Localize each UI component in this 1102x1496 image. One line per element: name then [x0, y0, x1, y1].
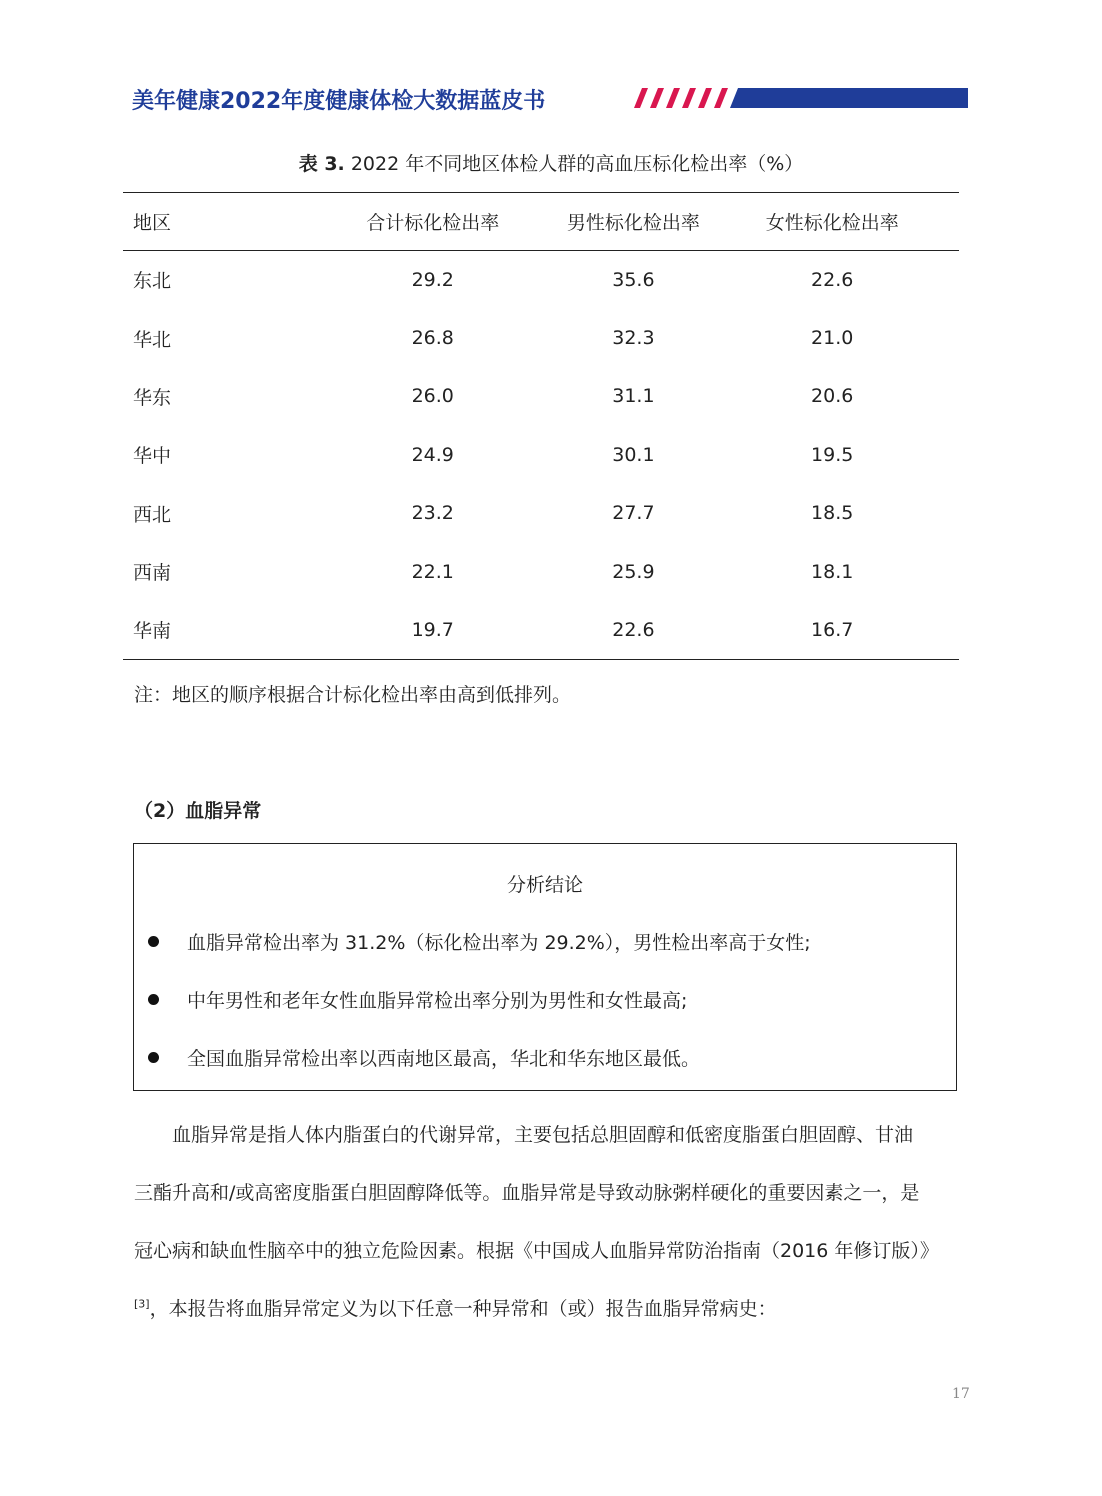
analysis-list-item: [148, 928, 811, 955]
total-rate-cell: 29.2: [411, 268, 454, 291]
male-rate-cell: 35.6: [612, 268, 655, 291]
table-row: [123, 251, 959, 309]
table-row: [123, 601, 959, 659]
total-rate-cell: 24.9: [411, 443, 454, 466]
male-rate-cell: 22.6: [612, 618, 655, 641]
table-note: 注：地区的顺序根据合计标化检出率由高到低排列。: [134, 684, 572, 706]
female-rate-cell: 22.6: [811, 268, 854, 291]
analysis-list-item: [148, 986, 687, 1013]
region-cell: 华中: [133, 445, 172, 468]
total-rate-cell: 26.0: [411, 385, 454, 408]
region-cell: 华南: [133, 620, 172, 643]
header-stripe-decoration: [628, 88, 968, 108]
region-cell: 西北: [133, 503, 172, 526]
region-cell: 华北: [133, 328, 172, 351]
female-rate-cell: 18.5: [811, 502, 854, 525]
analysis-conclusion-box: [133, 843, 957, 1091]
female-rate-cell: 18.1: [811, 560, 854, 583]
column-header-total-rate: 合计标化检出率: [366, 212, 500, 234]
hypertension-rate-table: [123, 192, 959, 660]
female-rate-cell: 21.0: [811, 327, 854, 350]
male-rate-cell: 30.1: [612, 443, 655, 466]
body-paragraph-text: ，本报告将血脂异常定义为以下任意一种异常和（或）报告血脂异常病史：: [149, 1298, 777, 1320]
table-caption: [0, 149, 1102, 176]
table-row: [123, 542, 959, 600]
total-rate-cell: 22.1: [411, 560, 454, 583]
female-rate-cell: 20.6: [811, 385, 854, 408]
total-rate-cell: 23.2: [411, 502, 454, 525]
total-rate-cell: 19.7: [411, 618, 454, 641]
region-cell: 西南: [133, 562, 172, 585]
table-row: [123, 367, 959, 425]
citation-reference: [3]: [134, 1297, 150, 1311]
table-row: [123, 426, 959, 484]
male-rate-cell: 31.1: [612, 385, 655, 408]
analysis-item-text: 全国血脂异常检出率以西南地区最高，华北和华东地区最低。: [187, 1048, 701, 1070]
male-rate-cell: 25.9: [612, 560, 655, 583]
section-heading: （2）血脂异常: [134, 800, 262, 822]
bullet-icon: [148, 1052, 159, 1063]
report-title: 美年健康2022年度健康体检大数据蓝皮书: [132, 89, 546, 114]
region-cell: 华东: [133, 386, 172, 409]
female-rate-cell: 19.5: [811, 443, 854, 466]
male-rate-cell: 27.7: [612, 502, 655, 525]
total-rate-cell: 26.8: [411, 327, 454, 350]
analysis-item-text: 中年男性和老年女性血脂异常检出率分别为男性和女性最高;: [187, 990, 688, 1012]
region-cell: 东北: [133, 270, 172, 293]
table-header-row: [123, 193, 959, 251]
column-header-female-rate: 女性标化检出率: [765, 212, 899, 234]
table-row: [123, 309, 959, 367]
column-header-male-rate: 男性标化检出率: [566, 212, 700, 234]
analysis-list-item: [148, 1044, 700, 1071]
column-header-region: 地区: [133, 212, 172, 234]
table-row: [123, 484, 959, 542]
analysis-title: 分析结论: [506, 874, 583, 896]
analysis-item-text: 血脂异常检出率为 31.2%（标化检出率为 29.2%），男性检出率高于女性;: [187, 932, 811, 954]
body-paragraph-line: 血脂异常是指人体内脂蛋白的代谢异常，主要包括总胆固醇和低密度脂蛋白胆固醇、甘油: [172, 1124, 914, 1146]
table-caption-label: 表 3.: [298, 153, 345, 175]
table-caption-text: 2022 年不同地区体检人群的高血压标化检出率（%）: [344, 153, 804, 175]
body-paragraph-line: 三酯升高和/或高密度脂蛋白胆固醇降低等。血脂异常是导致动脉粥样硬化的重要因素之一，是: [134, 1182, 920, 1204]
female-rate-cell: 16.7: [811, 618, 854, 641]
bullet-icon: [148, 936, 159, 947]
body-paragraph-line: [134, 1294, 777, 1321]
male-rate-cell: 32.3: [612, 327, 655, 350]
bullet-icon: [148, 994, 159, 1005]
page-number: 17: [952, 1386, 970, 1402]
body-paragraph-line: 冠心病和缺血性脑卒中的独立危险因素。根据《中国成人血脂异常防治指南（2016 年修订版）》: [134, 1240, 939, 1262]
